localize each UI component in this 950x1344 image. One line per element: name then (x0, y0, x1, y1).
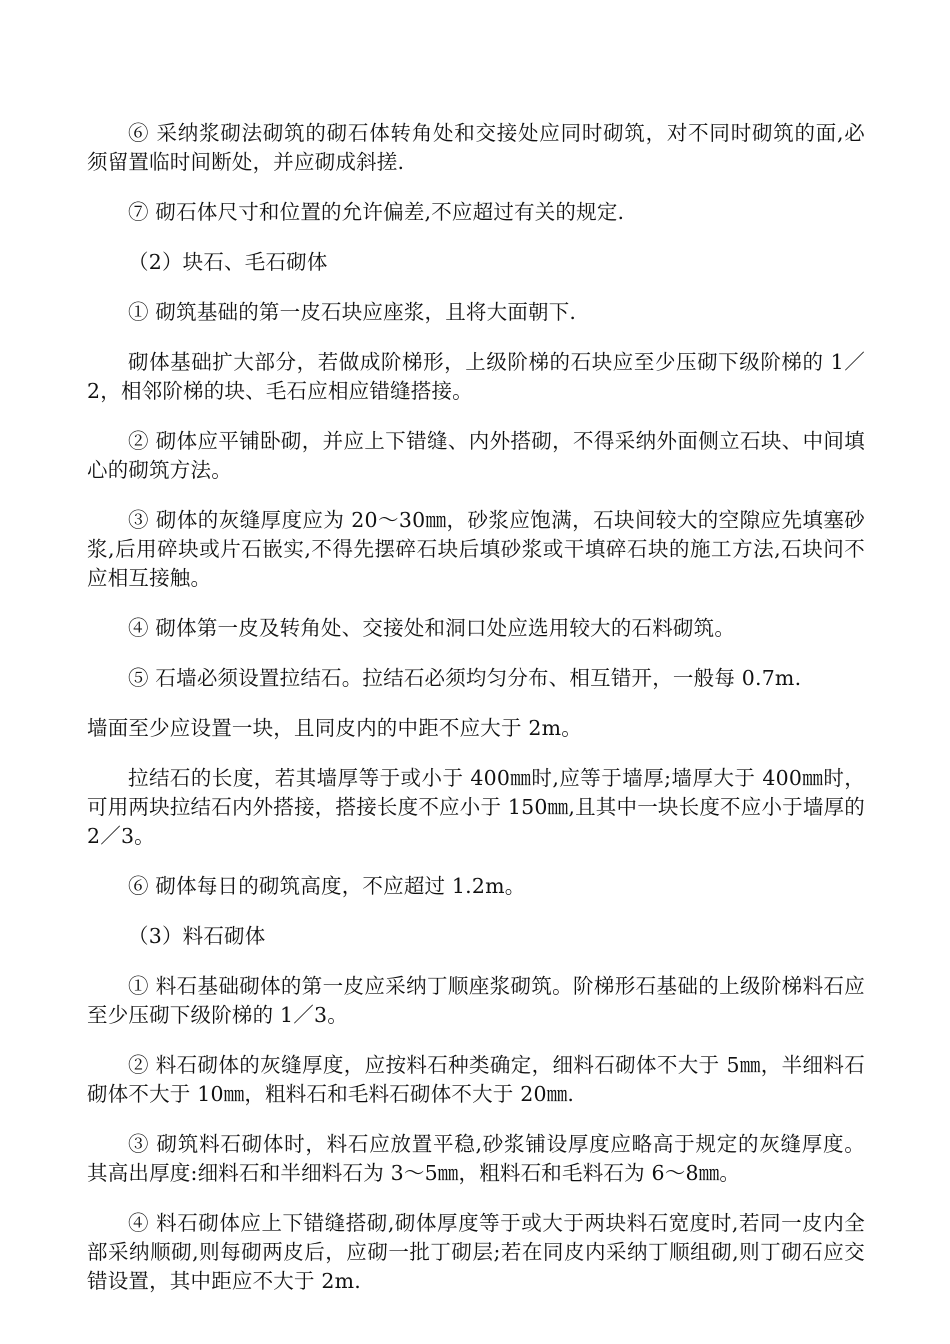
paragraph-item-3-mortar-bed: ③ 砌筑料石砌体时，料石应放置平稳,砂浆铺设厚度应略高于规定的灰缝厚度。其高出厚度:细料石和半细料石为 3～5㎜，粗料石和毛料石为 6～8㎜。 (87, 1132, 865, 1185)
paragraph-item-1-ashlar-foundation: ① 料石基础砌体的第一皮应采纳丁顺座浆砌筑。阶梯形石基础的上级阶梯料石应至少压砌下级阶梯的 1／3。 (87, 974, 865, 1027)
paragraph-item-1-foundation-bedding: ① 砌筑基础的第一皮石块应座浆，且将大面朝下. (128, 300, 577, 324)
paragraph-tie-stone-spacing: 墙面至少应设置一块，且同皮内的中距不应大于 2m。 (87, 716, 582, 740)
paragraph-item-2-laying: ② 砌体应平铺卧砌，并应上下错缝、内外搭砌，不得采纳外面侧立石块、中间填心的砌筑方法。 (87, 429, 865, 482)
paragraph-foundation-stepping: 砌体基础扩大部分，若做成阶梯形，上级阶梯的石块应至少压砌下级阶梯的 1／2，相邻阶梯的块、毛石应相应错缝搭接。 (87, 350, 865, 403)
section-heading-rubble-masonry: （2）块石、毛石砌体 (128, 250, 328, 274)
paragraph-item-4-bond-pattern: ④ 料石砌体应上下错缝搭砌,砌体厚度等于或大于两块料石宽度时,若同一皮内全部采纳顺砌,则每砌两皮后，应砌一批丁砌层;若在同皮内采纳丁顺组砌,则丁砌石应交错设置，其中距应不大于 2m. (87, 1211, 865, 1293)
section-heading-ashlar-masonry: （3）料石砌体 (128, 924, 266, 948)
paragraph-item-2-ashlar-joints: ② 料石砌体的灰缝厚度，应按料石种类确定，细料石砌体不大于 5㎜，半细料石砌体不大于 10㎜，粗料石和毛料石砌体不大于 20㎜. (87, 1053, 865, 1106)
paragraph-item-6-corner-masonry: ⑥ 采纳浆砌法砌筑的砌石体转角处和交接处应同时砌筑，对不同时砌筑的面,必须留置临时间断处，并应砌成斜搓. (87, 121, 865, 174)
document-page (87, 119, 865, 1317)
paragraph-item-6-daily-height: ⑥ 砌体每日的砌筑高度，不应超过 1.2m。 (128, 874, 526, 898)
paragraph-item-7-tolerance: ⑦ 砌石体尺寸和位置的允许偏差,不应超过有关的规定. (128, 200, 625, 224)
paragraph-item-4-large-stones: ④ 砌体第一皮及转角处、交接处和洞口处应选用较大的石料砌筑。 (128, 616, 736, 640)
paragraph-tie-stone-length: 拉结石的长度，若其墙厚等于或小于 400㎜时,应等于墙厚;墙厚大于 400㎜时，可用两块拉结石内外搭接，搭接长度不应小于 150㎜,且其中一块长度不应小于墙厚的 2／3。 (87, 766, 865, 848)
paragraph-item-3-joint-thickness: ③ 砌体的灰缝厚度应为 20～30㎜，砂浆应饱满，石块间较大的空隙应先填塞砂浆,后用碎块或片石嵌实,不得先摆碎石块后填砂浆或干填碎石块的施工方法,石块问不应相互接触。 (87, 508, 865, 590)
paragraph-item-5-tie-stones: ⑤ 石墙必须设置拉结石。拉结石必须均匀分布、相互错开，一般每 0.7m. (128, 666, 802, 690)
